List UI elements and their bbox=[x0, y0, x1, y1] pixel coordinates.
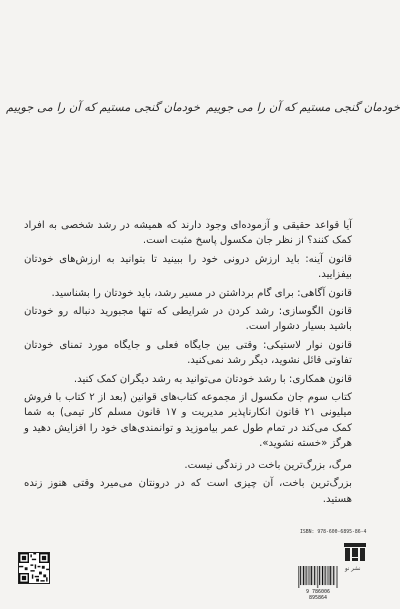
quote-line-1: مرگ، بزرگ‌ترین باخت در زندگی نیست. bbox=[184, 459, 352, 471]
publisher-logo-icon bbox=[341, 538, 369, 566]
slogan-item: خودمان گنجی مستیم که آن را می جوییم bbox=[206, 100, 400, 114]
handwritten-slogan-strip bbox=[0, 94, 400, 124]
barcode bbox=[298, 566, 338, 601]
barcode-bars bbox=[298, 566, 338, 588]
law-modeling: قانون الگوسازی: رشد کردن در شرایطی که تنها مجبورید دنباله رو خودتان باشید بسیار دشوار است. bbox=[24, 306, 352, 333]
blurb-text bbox=[24, 218, 352, 510]
slogan-item: خودمان گنجی مستیم که آن را می جوییم bbox=[6, 100, 201, 114]
isbn-number: ISBN: 978-600-6895-86-4 bbox=[300, 530, 367, 535]
law-contribution: قانون همکاری: با رشد خودتان می‌توانید به رشد دیگران کمک کنید. bbox=[73, 373, 352, 385]
qr-code bbox=[18, 552, 50, 584]
barcode-digits: 9 786006 895864 bbox=[305, 589, 331, 601]
law-rubber-band: قانون نوار لاستیکی: وقتی بین جایگاه فعلی و جایگاه مورد تمنای خودتان تفاوتی قائل نشوید، دیگر رشد نمی‌کنید. bbox=[24, 339, 352, 367]
slogan-line bbox=[0, 100, 400, 114]
series-description: کتاب سوم جان مکسول از مجموعه کتاب‌های قوانین (بعد از ۲ کتاب با فروش میلیونی ۲۱ قانون انکارناپذیر مدیریت و ۱۷ قانون مسلم کار تیمی) به شما کمک می‌کند در تمام طول عمر بیاموزید و توانمندی‌های خود را افزایش دهید و هرگز «خسته نشوید». bbox=[24, 392, 353, 450]
law-mirror: قانون آینه: باید ارزش درونی خود را ببینید تا بتوانید به ارزش‌های خودتان بیفزایید. bbox=[24, 253, 352, 281]
quote-line-2: بزرگ‌ترین باخت، آن چیزی است که در درونتان می‌میرد وقتی هنوز زنده هستید. bbox=[24, 478, 352, 505]
publisher-logo bbox=[341, 538, 369, 566]
publisher-name: نشر نو bbox=[345, 566, 361, 572]
intro-paragraph: آیا قواعد حقیقی و آزموده‌ای وجود دارند که همیشه در رشد شخصی به افراد کمک کنند؟ از نظر جان مکسول پاسخ مثبت است. bbox=[24, 220, 352, 247]
law-awareness: قانون آگاهی: برای گام برداشتن در مسیر رشد، باید خودتان را بشناسید. bbox=[51, 287, 352, 299]
qr-code-image bbox=[19, 553, 49, 583]
